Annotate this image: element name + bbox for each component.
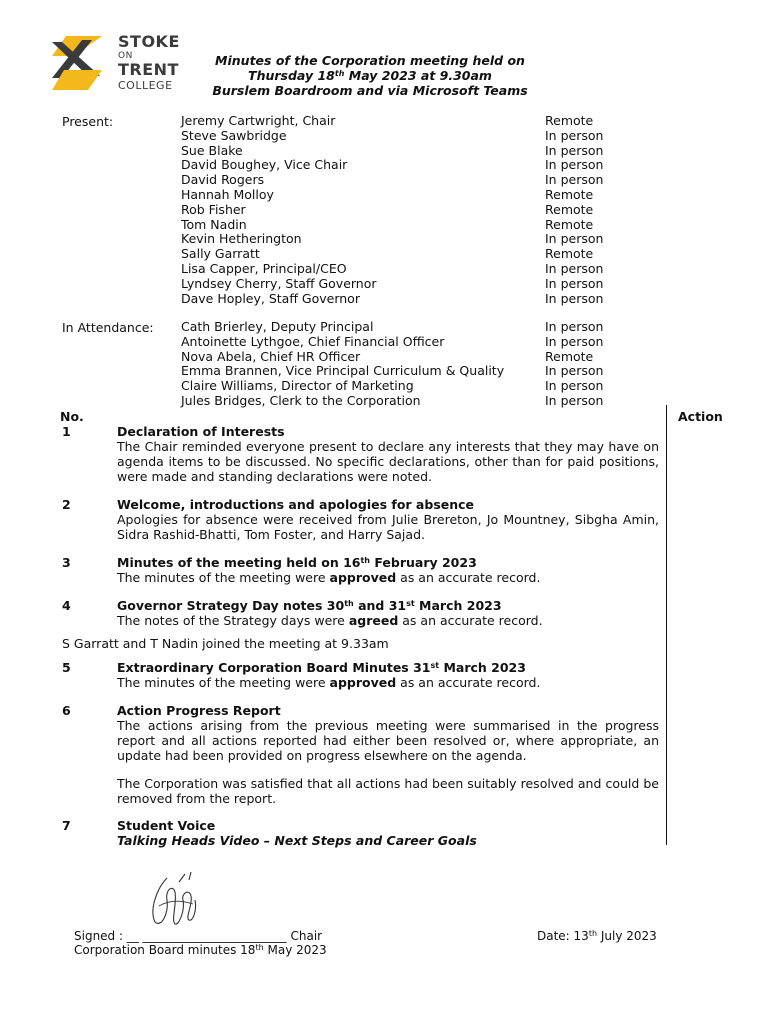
agenda-item [117, 497, 659, 542]
agenda-item [117, 424, 659, 484]
action-column-divider [666, 405, 667, 845]
signed-date: Date: 13th July 2023 [537, 929, 657, 943]
attendance-status: Remote [545, 348, 594, 364]
present-name: David Boughey, Vice Chair [181, 157, 348, 173]
attendance-name: Jules Bridges, Clerk to the Corporation [181, 392, 421, 408]
item-title: Governor Strategy Day notes 30th and 31st March 2023 [117, 598, 502, 613]
handwritten-signature [145, 870, 205, 932]
logo-stoke: STOKE [118, 32, 180, 51]
present-status: Remote [545, 246, 594, 262]
item-number: 6 [62, 703, 71, 718]
present-name: Lyndsey Cherry, Staff Governor [181, 275, 377, 291]
item-number: 5 [62, 660, 71, 675]
present-status: Remote [545, 186, 594, 202]
present-name: Hannah Molloy [181, 186, 274, 202]
present-names [181, 114, 377, 306]
attendance-status: In person [545, 333, 604, 349]
signed-line: Signed : __ ________________________ Chair [74, 929, 323, 943]
item-title: Student Voice [117, 818, 216, 833]
logo-mark-icon [52, 30, 112, 96]
header-line-1: Minutes of the Corporation meeting held on [215, 53, 525, 68]
item-title: Welcome, introductions and apologies for absence [117, 497, 475, 512]
attendance-status: In person [545, 392, 604, 408]
attendance-status: In person [545, 363, 604, 379]
document-header [190, 53, 550, 98]
present-statuses [545, 114, 603, 306]
present-name: Sally Garratt [181, 246, 260, 262]
college-logo [52, 30, 187, 96]
present-label: Present: [62, 114, 114, 129]
item-body: The minutes of the meeting were approved as an accurate record. [117, 570, 541, 585]
logo-on: ON [118, 51, 133, 61]
agenda-item [117, 598, 659, 628]
present-name: Rob Fisher [181, 201, 246, 217]
present-status: In person [545, 157, 604, 173]
action-column-header: Action [678, 409, 723, 424]
header-line-3: Burslem Boardroom and via Microsoft Teams [212, 83, 528, 98]
present-status: In person [545, 260, 604, 276]
present-status: In person [545, 231, 604, 247]
attendance-statuses [545, 320, 603, 409]
item-title: Minutes of the meeting held on 16th February 2023 [117, 555, 477, 570]
agenda-item [117, 703, 659, 806]
attendance-name: Cath Brierley, Deputy Principal [181, 319, 374, 334]
present-status: In person [545, 172, 604, 188]
present-name: Jeremy Cartwright, Chair [181, 113, 336, 128]
attendance-names [181, 320, 504, 409]
agenda-item [117, 660, 659, 690]
present-name: Steve Sawbridge [181, 127, 287, 143]
present-name: Sue Blake [181, 142, 243, 158]
attendance-label: In Attendance: [62, 320, 154, 335]
item-body: Apologies for absence were received from Julie Brereton, Jo Mountney, Sibgha Amin, Sidra Rashid-Bhatti, Tom Foster, and Harry Sajad. [117, 512, 659, 542]
present-status: In person [545, 142, 604, 158]
document-footer: Corporation Board minutes 18th May 2023 [74, 943, 327, 957]
item-number: 1 [62, 424, 71, 439]
item-body: The Corporation was satisfied that all actions had been suitably resolved and could be removed from the report. [117, 776, 659, 806]
item-title: Action Progress Report [117, 703, 281, 718]
logo-trent: TRENT [118, 60, 179, 79]
item-number: 7 [62, 818, 71, 833]
agenda-item [117, 555, 659, 585]
present-status: Remote [545, 113, 594, 128]
attendance-name: Emma Brannen, Vice Principal Curriculum & Quality [181, 363, 505, 379]
present-status: In person [545, 275, 604, 291]
item-body: The minutes of the meeting were approved as an accurate record. [117, 675, 541, 690]
header-line-2: Thursday 18th May 2023 at 9.30am [248, 68, 492, 83]
attendance-status: In person [545, 378, 604, 394]
item-title: Declaration of Interests [117, 424, 285, 439]
item-body: The notes of the Strategy days were agreed as an accurate record. [117, 613, 543, 628]
item-body: The Chair reminded everyone present to declare any interests that they may have on agenda items to be discussed. No specific declarations, other than for paid positions, were made and standing declarations were noted. [117, 439, 659, 484]
present-name: Lisa Capper, Principal/CEO [181, 260, 347, 276]
item-body: The actions arising from the previous meeting were summarised in the progress report and all actions reported had either been resolved or, where appropriate, an update had been provided on progress elsewhere on the agenda. [117, 718, 659, 763]
attendance-name: Claire Williams, Director of Marketing [181, 378, 414, 394]
item-title: Extraordinary Corporation Board Minutes 31st March 2023 [117, 660, 526, 675]
item-subtitle: Talking Heads Video – Next Steps and Career Goals [117, 833, 477, 848]
attendance-name: Nova Abela, Chief HR Officer [181, 348, 361, 364]
agenda-item [117, 818, 659, 848]
present-name: Dave Hopley, Staff Governor [181, 290, 360, 306]
present-status: In person [545, 127, 604, 143]
item-number: 3 [62, 555, 71, 570]
attendance-name: Antoinette Lythgoe, Chief Financial Officer [181, 333, 445, 349]
logo-college: COLLEGE [118, 79, 173, 92]
item-number: 2 [62, 497, 71, 512]
present-status: In person [545, 290, 604, 306]
present-name: David Rogers [181, 172, 265, 188]
present-name: Tom Nadin [181, 216, 247, 232]
present-status: Remote [545, 201, 594, 217]
attendance-status: In person [545, 319, 604, 334]
item-number: 4 [62, 598, 71, 613]
present-status: Remote [545, 216, 594, 232]
number-column-header: No. [60, 409, 84, 424]
present-name: Kevin Hetherington [181, 231, 302, 247]
joined-note: S Garratt and T Nadin joined the meeting at 9.33am [62, 636, 389, 651]
